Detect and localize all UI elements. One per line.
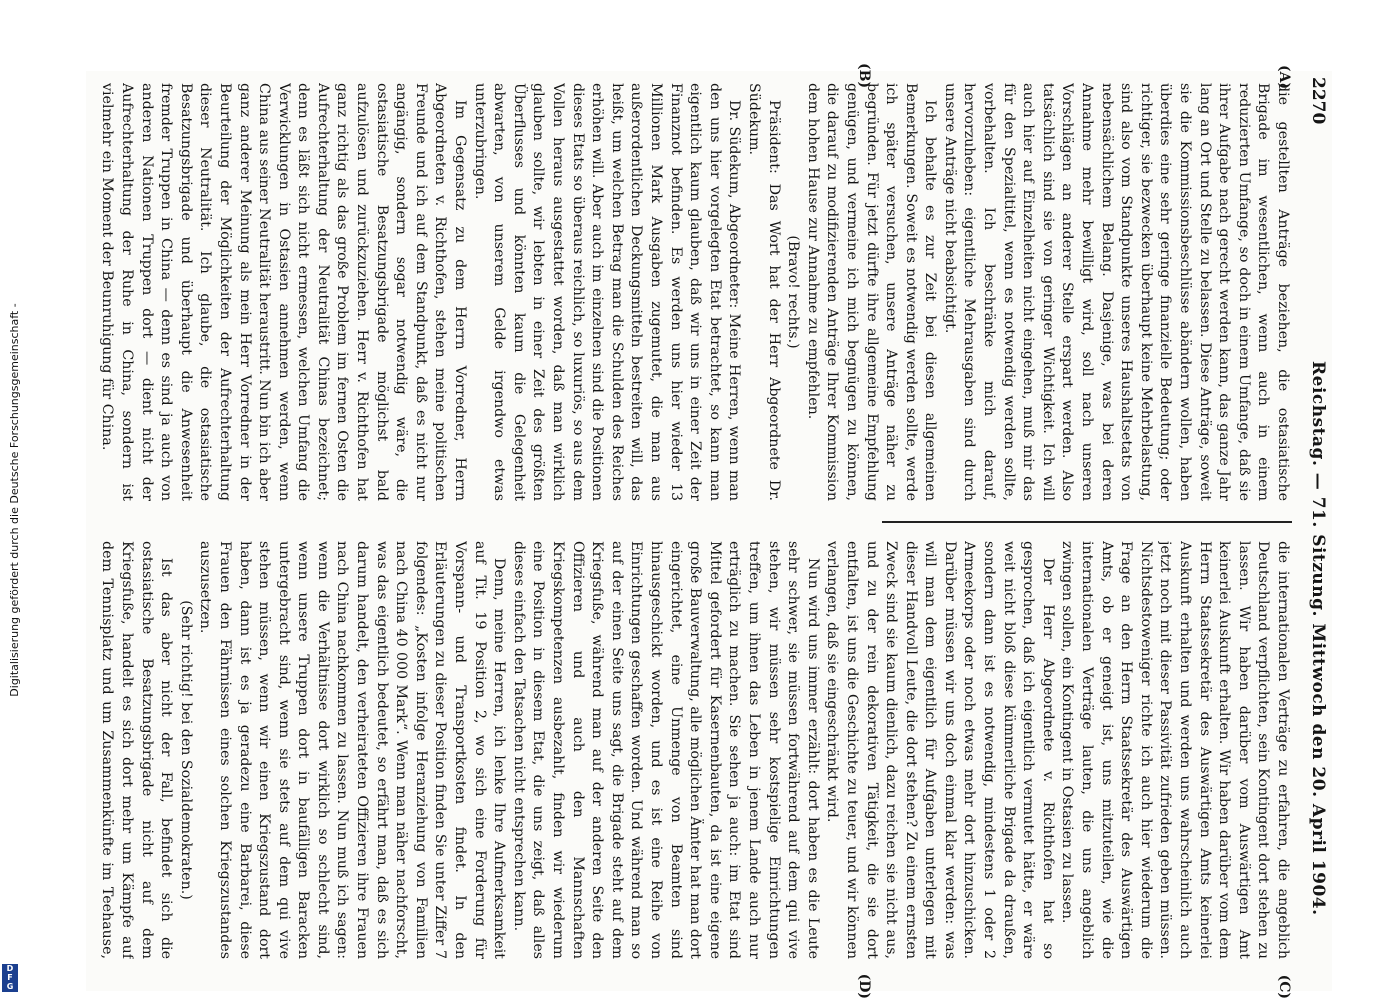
paragraph: Dr. Südekum, Abgeordneter: Meine Herren, wenn man den uns hier vorgelegten Etat betrachtet, so kann man eigentlich kaum glauben, daß wir uns in einer Zeit der Finanznot befinden. Es werden uns hier wieder 13 Millionen Mark Ausgaben zugemutet, die man aus außerordentlichen Deckungsmitteln bestreiten will, das heißt, um welchen Betrag man die Schulden des Reiches erhöhen will. Aber auch im einzelnen sind die Positionen dieses Etats so überaus reichlich, so luxuriös, so aus dem Vollen heraus ausgestattet worden, daß man wirklich glauben sollte, wir lebten in einer Zeit des größten Überflusses und könnten kaum die Gelegenheit abwarten, von unserem Gelde irgendwo etwas unterzubringen. [471, 83, 743, 501]
page-number: 2270 [1308, 77, 1328, 125]
interjection: (Bravo! rechts.) [785, 235, 802, 349]
margin-marker-d: (D) [856, 973, 872, 999]
digitization-credit: Digitalisierung gefördert durch die Deutsche Forschungsgemeinschaft - [8, 303, 21, 697]
margin-marker-c: (C) [1276, 974, 1292, 999]
paragraph: Ich behalte es zur Zeit bei diesen allgemeinen Bemerkungen. Soweit es notwendig werden sollte, werde ich später versuchen, unsere Anträge näher zu begründen. Für jetzt dürfte ihre allgemeine Empfehlung genügen, und vermeine ich mich begnügen zu können, die darauf zu modifizierenden Anträge Ihrer Kommission dem hohen Hause zur Annahme zu empfehlen. [804, 83, 939, 501]
paragraph: die internationalen Verträge zu erfahren, die angeblich Deutschland verpflichten, sein Kontingent dort stehen zu lassen. Wir haben darüber vom Auswärtigen Amt keinerlei Auskunft erhalten. Wir haben darüber vom dem Herrn Staatssekretär des Auswärtigen Amts keinerlei Auskunft erhalten und werden uns wahrscheinlich auch jetzt noch mit dieser Passivität zufrieden geben müssen. Nichtsdestoweniger richte ich auch hier wiederum die Frage an den Herrn Staatssekretär des Auswärtigen Amts, ob er geneigt ist, uns mitzuteilen, wie die internationalen Verträge lauten, die uns angeblich zwingen sollen, ein Kontingent in Ostasien zu lassen. [1059, 541, 1291, 959]
speaker-line: Präsident: Das Wort hat der Herr Abgeordnete Dr. Südekum. [745, 83, 782, 501]
paragraph: Der Herr Abgeordnete v. Richthofen hat so gesprochen, daß ich eigentlich vermutet hätte, er wäre weit nicht bloß diese kümmerliche Brigade da draußen, sondern dann ist es notwendig, mindestens 1 oder 2 Armeekorps oder noch etwas mehr dort hinzuschicken. Darüber müssen wir uns doch einmal klar werden: was will man dem eigentlich für Aufgaben unterlegen mit dieser Handvoll Leute, die dort stehen? Zu einem ernsten Zweck sind sie kaum dienlich, dazu reichen sie nicht aus, und zu der rein dekorativen Tätigkeit, die sie dort entfalten, ist uns die Geschichte zu teuer, und wir können verlangen, daß sie eingeschränkt wird. [824, 541, 1056, 959]
paragraph: Denn, meine Herren, ich lenke Ihre Aufmerksamkeit auf Tit. 19 Position 2, wo sich eine Forderung für Vorspann- und Transportkosten findet. In den Erläuterungen zu dieser Position finden Sie unter Ziffer 7 folgendes: „Kosten infolge Heranziehung von Familien nach China 40 000 Mark“. Wenn man näher nachforscht, was das eigentlich bedeutet, so erfährt man, daß es sich darum handelt, den verheirateten Offizieren ihre Frauen nach China nachkommen zu lassen. Nun muß ich sagen: wenn die Verhältnisse dort wirklich so schlecht sind, wenn unsere Truppen dort in baufälligen Baracken untergebracht sind, wenn sie stets auf dem qui vive stehen müssen, wenn wir einen Kriegszustand dort haben, dann ist es ja geradezu eine Barbarei, diese Frauen den Fährnissen eines solchen Kriegszustandes auszusetzen. [197, 541, 508, 959]
paragraph: die gestellten Anträge beziehen, die ostasiatische Brigade im wesentlichen, wenn auch in einem reduzierten Umfange, so doch in einem Umfange, daß sie ihrer Aufgabe nach gerecht werden kann, das ganze Jahr lang an Ort und Stelle zu belassen. Diese Anträge, soweit sie die Kommissionsbeschlüsse abändern wollen, haben überdies eine sehr geringe finanzielle Bedeutung; oder richtiger, sie bezwecken überhaupt keine Mehrbelastung, sind also vom Standpunkte unseres Haushaltsetats von nebensächlichem Belang. Dasjenige, was bei deren Annahme mehr bewilligt wird, soll nach unseren Vorschlägen an anderer Stelle erspart werden. Also tatsächlich sind sie von geringer Wichtigkeit. Ich will auch hier auf Einzelheiten nicht eingehen, muß mir das für den Spezialtitel, wenn es notwendig werden sollte, vorbehalten. Ich beschränke mich darauf, hervorzuheben: eigentliche Mehrausgaben sind durch unsere Anträge nicht beabsichtigt. [941, 83, 1291, 501]
margin-marker-b: (B) [856, 63, 872, 89]
right-column [96, 541, 1292, 959]
paragraph: Ist das aber nicht der Fall, befindet sich die ostasiatische Besatzungsbrigade nicht auf dem Kriegsfuße, handelt es sich dort mehr um Kämpfe auf dem Tennisplatz und um Zusammenkünfte im Teehause, [99, 541, 175, 959]
page-header [1298, 71, 1332, 991]
dfg-logo-icon: D F G [2, 964, 18, 992]
newspaper-page [86, 63, 1332, 999]
margin-marker-a: (A) [1276, 65, 1292, 90]
left-column [96, 83, 1292, 501]
paragraph: Nun wird uns immer erzählt: dort haben es die Leute sehr schwer, sie müssen fortwährend auf dem qui vive stehen, wir müssen sehr kostspielige Einrichtungen treffen, um ihnen das Leben in jenem Lande auch nur erträglich zu machen. Sie sehen ja auch: im Etat sind Mittel gefordert für Kasernenbauten, da ist eine eigene große Bauverwaltung, alle möglichen Ämter hat man dort eingerichtet, eine Unmenge von Beamten sind hinausgeschickt worden, und es ist eine Reihe von Einrichtungen geschaffen worden. Und während man so auf der einen Seite uns sagt, die Brigade steht auf dem Kriegsfuße, während man auf der anderen Seite den Offizieren und auch den Mannschaften Kriegskompetenzen ausbezahlt, finden wir wiederum eine Position in diesem Etat, die uns zeigt, daß alles dieses einfach den Tatsachen nicht entsprechen kann. [510, 541, 821, 959]
paragraph: Im Gegensatz zu dem Herrn Vorredner, Herrn Abgeordneten v. Richthofen, stehen meine politischen Freunde und ich auf dem Standpunkt, daß es nicht nur angängig, sondern sogar notwendig wäre, die ostasiatische Besatzungsbrigade möglichst bald aufzulösen und zurückzuziehen. Herr v. Richthofen hat ganz richtig als das große Problem im fernen Osten die Aufrechterhaltung der Neutralität Chinas bezeichnet; denn es läßt sich nicht ermessen, welchen Umfang die Verwicklungen in Ostasien annehmen werden, wenn China aus seiner Neutralität heraustritt. Nun bin ich aber ganz anderer Meinung als mein Herr Vorredner in der Beurteilung der Möglichkeiten der Aufrechterhaltung dieser Neutralität. Ich glaube, die ostasiatische Besatzungsbrigade und überhaupt die Anwesenheit fremder Truppen in China — denn es sind ja auch von anderen Nationen Truppen dort — dient nicht der Aufrechterhaltung der Ruhe in China, sondern ist vielmehr ein Moment der Beunruhigung für China. [99, 83, 469, 501]
interjection [96, 83, 97, 501]
interjection: (Sehr richtig! bei den Sozialdemokraten.) [177, 600, 194, 900]
column-divider [882, 521, 1292, 523]
page-title: Reichstag. — 71. Sitzung. Mittwoch den 20. April 1904. [1308, 361, 1328, 916]
